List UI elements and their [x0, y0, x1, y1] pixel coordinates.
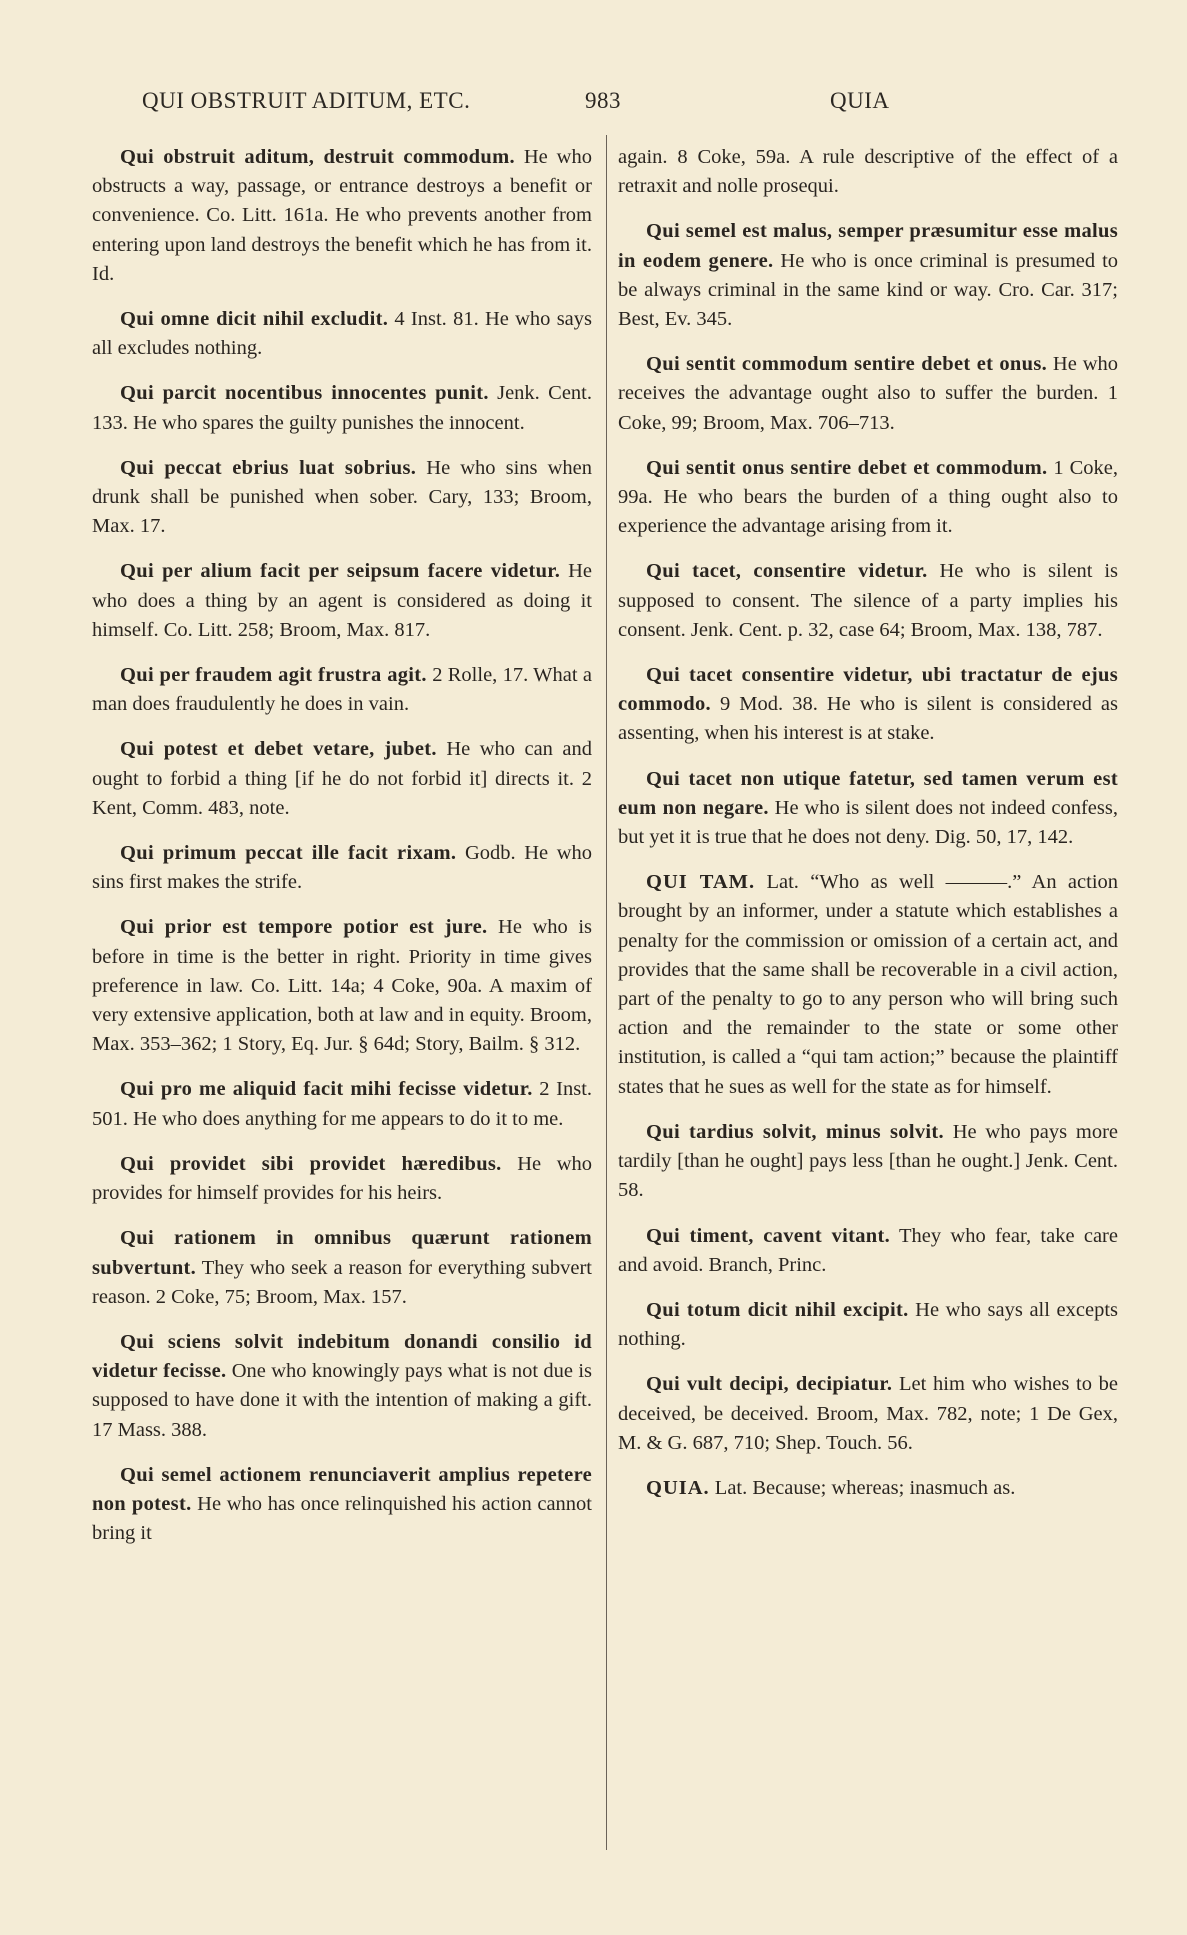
maxim-text: Qui primum peccat ille facit rixam. [120, 842, 457, 865]
entry [92, 305, 592, 363]
headword-text: QUI TAM. [646, 871, 756, 894]
entry [92, 1150, 592, 1208]
gloss-text: He who is silent is supposed to consent. The silence of a party implies his consent. Jenk. Cent. p. 32, case 64; Broom, Max. 138, 787. [618, 560, 1118, 641]
gloss-text: He who obstructs a way, passage, or entrance destroys a benefit or convenience. Co. Litt. 161a. He who prevents another from entering upon land destroys the benefit which he has from it. Id. [92, 146, 592, 285]
maxim-text: Qui potest et debet vetare, jubet. [120, 738, 437, 761]
entry [618, 1118, 1118, 1206]
entry [92, 454, 592, 542]
page-number: 983 [585, 88, 621, 113]
gloss-text: He who provides for himself provides for his heirs. [92, 1152, 592, 1205]
maxim-text: Qui prior est tempore potior est jure. [120, 916, 488, 939]
gloss-text: 4 Inst. 81. He who says all excludes nothing. [92, 308, 592, 360]
entry [92, 661, 592, 719]
entry [92, 1328, 592, 1445]
left-column [92, 143, 592, 1564]
maxim-text: Qui tacet non utique fatetur, sed tamen verum est eum non negare. [618, 767, 1118, 819]
entry [92, 735, 592, 823]
gloss-text: He who does a thing by an agent is considered as doing it himself. Co. Litt. 258; Broom, Max. 817. [92, 560, 592, 641]
maxim-text: Qui sentit onus sentire debet et commodum. [646, 456, 1048, 479]
gloss-text: He who receives the advantage ought also to suffer the burden. 1 Coke, 99; Broom, Max. 706–713. [618, 353, 1118, 434]
entry [618, 765, 1118, 853]
maxim-text: Qui totum dicit nihil excipit. [646, 1298, 909, 1321]
entry [618, 661, 1118, 749]
entry [92, 379, 592, 437]
entry [618, 350, 1118, 438]
maxim-text: Qui semel actionem renunciaverit amplius repetere non potest. [92, 1463, 592, 1515]
gloss-text: He who is once criminal is presumed to be always criminal in the same kind or way. Cro. Car. 317; Best, Ev. 345. [618, 249, 1119, 331]
headword-entry [618, 868, 1118, 1102]
gloss-text: He who sins when drunk shall be punished when sober. Cary, 133; Broom, Max. 17. [92, 456, 593, 538]
gloss-text: 1 Coke, 99a. He who bears the burden of a thing ought also to experience the advantage arising from it. [618, 456, 1118, 538]
entry [618, 1222, 1118, 1280]
entry [92, 913, 592, 1059]
entry [92, 143, 592, 289]
headword-entry [618, 1474, 1118, 1503]
maxim-text: Qui timent, cavent vitant. [646, 1224, 891, 1247]
running-header [0, 88, 1187, 118]
entry [618, 557, 1118, 645]
gloss-text: 9 Mod. 38. He who is silent is considered as assenting, when his interest is at stake. [618, 693, 1119, 745]
gloss-text: They who fear, take care and avoid. Branch, Princ. [618, 1224, 1118, 1276]
gloss-text: Let him who wishes to be deceived, be deceived. Broom, Max. 782, note; 1 De Gex, M. & G. 687, 710; Shep. Touch. 56. [618, 1373, 1118, 1454]
maxim-text: Qui tacet consentire videtur, ubi tractatur de ejus commodo. [618, 664, 1118, 716]
maxim-text: Qui vult decipi, decipiatur. [646, 1373, 893, 1396]
gloss-text: He who is silent does not indeed confess, but yet it is true that he does not deny. Dig. 50, 17, 142. [618, 796, 1118, 849]
gloss-text: One who knowingly pays what is not due is supposed to have done it with the intention of making a gift. 17 Mass. 388. [92, 1360, 592, 1441]
gloss-text: They who seek a reason for everything subvert reason. 2 Coke, 75; Broom, Max. 157. [92, 1256, 592, 1308]
gloss-text: 2 Rolle, 17. What a man does fraudulently he does in vain. [92, 664, 592, 716]
gloss-text: He who says all excepts nothing. [618, 1298, 1118, 1351]
entry [618, 1370, 1118, 1458]
header-left-guide-word: QUI OBSTRUIT ADITUM, ETC. [142, 88, 471, 113]
gloss-text: He who pays more tardily [than he ought] pays less [than he ought.] Jenk. Cent. 58. [618, 1120, 1119, 1202]
column-divider [606, 135, 607, 1850]
maxim-text: Qui sentit commodum sentire debet et onus. [646, 353, 1048, 376]
maxim-text: Qui pro me aliquid facit mihi fecisse videtur. [120, 1078, 533, 1101]
entry [618, 454, 1118, 542]
header-right-guide-word: QUIA [830, 88, 890, 113]
gloss-text: He who can and ought to forbid a thing [if he do not forbid it] directs it. 2 Kent, Comm. 483, note. [92, 738, 592, 819]
maxim-text: Qui peccat ebrius luat sobrius. [120, 456, 417, 479]
maxim-text: Qui sciens solvit indebitum donandi consilio id videtur fecisse. [92, 1330, 592, 1383]
entry-continuation [618, 143, 1118, 201]
maxim-text: Qui tardius solvit, minus solvit. [646, 1120, 944, 1143]
gloss-text: Lat. “Who as well ———.” An action brought by an informer, under a statute which establishes a penalty for the commission or omission of a certain act, and provides that the same shall be recoverable in a civil action, part of the penalty to go to any person who will bring such action and the remainder to the state or some other institution, is called a “qui tam action;” because the plaintiff states that he sues as well for the state as for himself. [618, 871, 1119, 1098]
entry [92, 1461, 592, 1549]
maxim-text: Qui per fraudem agit frustra agit. [120, 664, 427, 687]
entry [618, 217, 1118, 334]
maxim-text: Qui tacet, consentire videtur. [646, 560, 928, 583]
headword-text: QUIA. [646, 1476, 710, 1499]
entry [92, 1075, 592, 1133]
gloss-text: He who is before in time is the better in right. Priority in time gives preference in law. Co. Litt. 14a; 4 Coke, 90a. A maxim of very extensive application, both at law and in equity. Broom, Max. 353–362; 1 Story, Eq. Jur. § 64d; Story, Bailm. § 312. [92, 916, 592, 1056]
entry [92, 1224, 592, 1312]
right-column [618, 143, 1118, 1519]
maxim-text: Qui providet sibi providet hæredibus. [120, 1152, 502, 1175]
maxim-text: Qui rationem in omnibus quærunt rationem subvertunt. [92, 1227, 592, 1279]
entry [618, 1296, 1118, 1354]
maxim-text: Qui per alium facit per seipsum facere videtur. [120, 560, 561, 583]
maxim-text: Qui obstruit aditum, destruit commodum. [120, 146, 515, 168]
gloss-text: Lat. Because; whereas; inasmuch as. [714, 1476, 1016, 1499]
gloss-text: Jenk. Cent. 133. He who spares the guilty punishes the innocent. [92, 382, 592, 434]
maxim-text: Qui omne dicit nihil excludit. [120, 308, 389, 331]
entry [92, 557, 592, 645]
maxim-text: Qui semel est malus, semper præsumitur esse malus in eodem genere. [618, 220, 1118, 272]
gloss-text: 2 Inst. 501. He who does anything for me appears to do it to me. [92, 1078, 593, 1130]
gloss-text: He who has once relinquished his action cannot bring it [92, 1492, 592, 1545]
gloss-text: Godb. He who sins first makes the strife. [92, 842, 593, 894]
gloss-text: again. 8 Coke, 59a. A rule descriptive of the effect of a retraxit and nolle prosequi. [618, 146, 1118, 198]
maxim-text: Qui parcit nocentibus innocentes punit. [120, 382, 489, 405]
entry [92, 839, 592, 897]
